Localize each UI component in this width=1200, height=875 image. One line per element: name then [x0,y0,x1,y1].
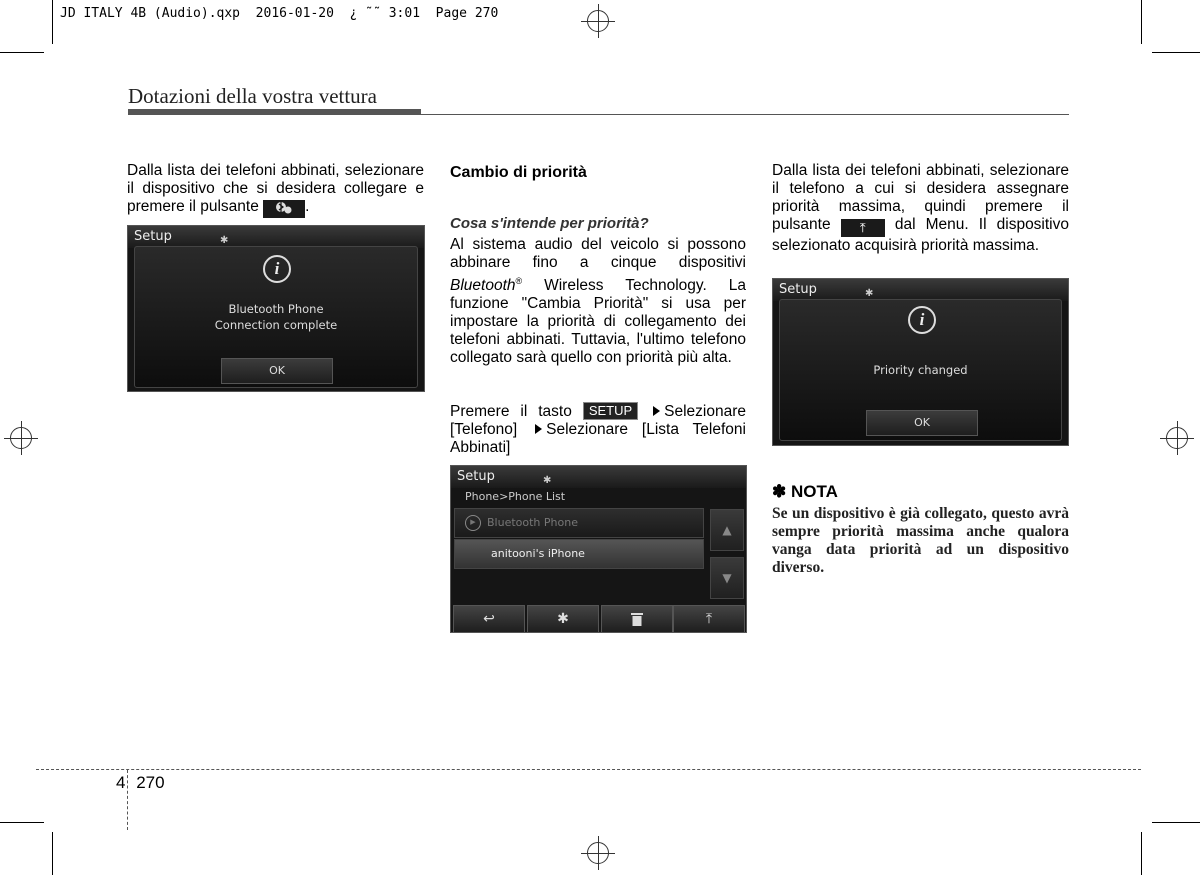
header-rule-thin [421,114,1069,115]
footer-rule [36,769,1141,770]
col3-text [772,162,1069,255]
delete-button[interactable] [601,605,673,633]
col2-para2-b: Selezionare [Telefono] [450,403,746,438]
priority-button-icon: ⤒ [841,219,885,237]
col2-para2-a: Premere il tasto [450,403,572,420]
section-heading: Cambio di priorità [450,164,587,181]
dialog-message: Priority changed [873,363,968,377]
scroll-up-button[interactable]: ▲ [710,509,744,551]
back-button[interactable]: ↩ [453,605,525,633]
setup-key: SETUP [583,402,638,420]
col2-para1-b: Wireless Technology. La funzione "Cambia Priorità" si usa per impostare la priorità di collegamento dei telefoni abbinati. Tuttavia, l'ultimo telefono collegato sarà quello con priorità più alta. [450,277,746,367]
col2-para2-c: Selezionare [Lista Telefoni Abbinati] [450,421,746,456]
ok-button[interactable]: OK [221,358,333,384]
screen-topbar [773,279,1068,301]
info-icon: i [908,306,936,334]
screen-title: Setup [457,469,495,484]
col3-text-b: dal Menu. Il dispositivo selezionato acquisirà priorità massima. [772,216,1070,254]
priority-button[interactable]: ⤒ [673,605,745,633]
col1-text [127,162,424,218]
screen-topbar [451,466,746,488]
screen-phone-list [450,465,747,633]
note-text: Se un dispositivo è già collegato, questo avrà sempre priorità massima anche qualora vanga data priorità ad un dispositivo diverso. [772,505,1069,576]
crop-mark [0,52,44,53]
arrow-right-icon [535,424,542,434]
phone-name: Bluetooth Phone [487,516,578,529]
col1-text-body: Dalla lista dei telefoni abbinati, selezionare il dispositivo che si desidera collegare e premere il pulsante [127,162,424,215]
crop-mark [1152,52,1200,53]
phone-list-item-selected[interactable] [454,539,704,569]
crop-mark [1141,832,1142,875]
bluetooth-icon: ✱ [543,475,552,486]
header-rule-thick [128,109,421,115]
registration-mark [1160,421,1194,455]
crop-mark [1152,822,1200,823]
crop-mark [0,822,44,823]
screen-priority-changed [772,278,1069,446]
screen-title: Setup [134,229,172,244]
col3-text-a: Dalla lista dei telefoni abbinati, selezionare il telefono a cui si desidera assegnare priorità massima, quindi premere il pulsante [772,162,1069,233]
registration-mark [581,836,615,870]
dialog-message-line2: Connection complete [214,318,338,332]
ok-button[interactable]: OK [866,410,978,436]
play-circle-icon: ▶ [465,515,481,531]
info-dialog [134,246,418,388]
page-number [116,773,165,793]
screen-topbar [128,226,424,248]
screen-connection-complete [127,225,425,392]
registration-mark [4,421,38,455]
scroll-down-button[interactable]: ▼ [710,557,744,599]
section-subheading: Cosa s'intende per priorità? [450,215,649,232]
arrow-right-icon [653,406,660,416]
bluetooth-icon: ✱ [865,288,874,299]
breadcrumb: Phone>Phone List [465,490,566,503]
phone-list-item[interactable] [454,508,704,538]
registration-mark [581,4,615,38]
col2-para2 [450,402,746,457]
info-dialog [779,299,1062,441]
phone-name: anitooni's iPhone [491,547,585,560]
page-header-title: Dotazioni della vostra vettura [128,84,377,108]
print-slug: JD ITALY 4B (Audio).qxp 2016-01-20 ¿ ˜˜ 3:01 Page 270 [60,6,499,21]
dialog-message-line1: Bluetooth Phone [228,302,324,316]
col2-para1-a: Al sistema audio del veicolo si possono abbinare fino a cinque dispositivi [450,236,746,271]
crop-mark [52,832,53,875]
crop-mark [1141,0,1142,44]
col1-text-end: . [305,198,310,215]
registered-mark: ® [515,276,523,286]
bluetooth-connect-button[interactable]: ✱ [527,605,599,633]
col2-para1 [450,236,746,367]
page-number-value: 270 [136,773,165,792]
bluetooth-icon: ✱ [220,235,229,246]
trash-icon [631,612,643,626]
info-icon: i [263,255,291,283]
screen-title: Setup [779,282,817,297]
crop-mark [52,0,53,44]
col2-para1-brand: Bluetooth [450,277,516,295]
chapter-number: 4 [116,773,126,792]
bluetooth-connect-button-icon [263,200,305,218]
note-title: ✽ NOTA [772,482,838,501]
